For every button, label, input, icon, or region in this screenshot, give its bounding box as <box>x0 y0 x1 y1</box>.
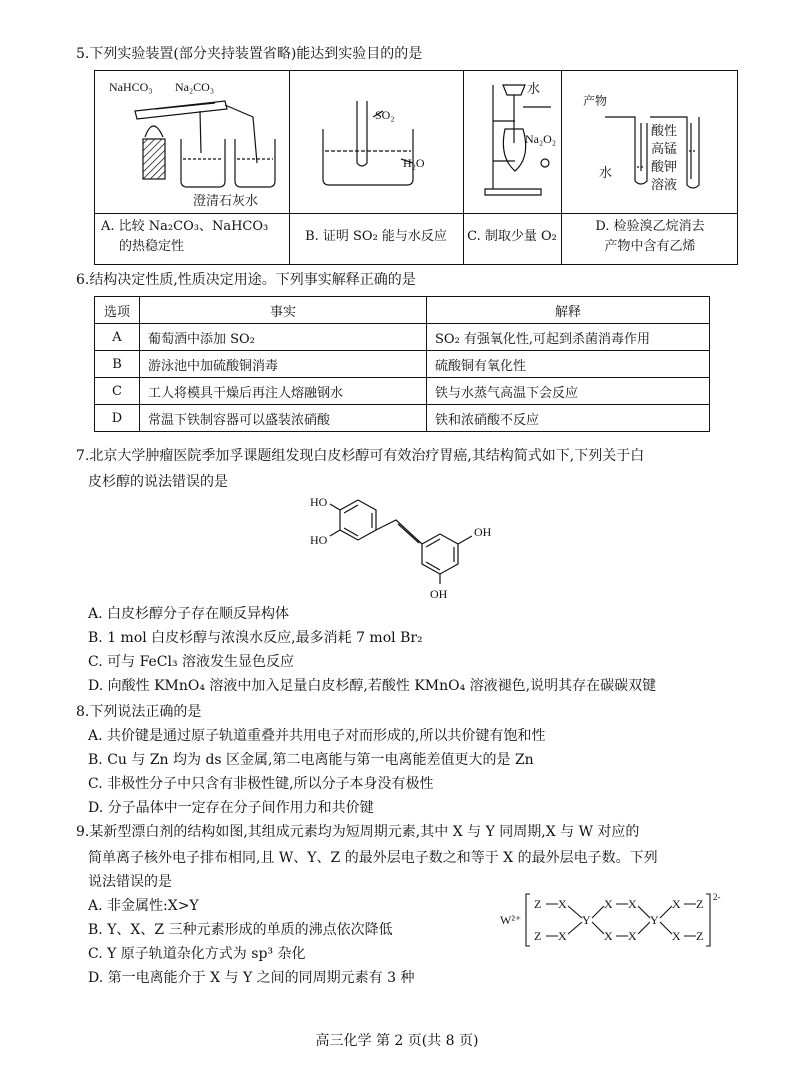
q9-option-c: C. Y 原子轨道杂化方式为 sp³ 杂化 <box>88 946 306 962</box>
label-x: X <box>672 897 681 911</box>
label-x: X <box>628 929 637 943</box>
q8-option-b: B. Cu 与 Zn 均为 ds 区金属,第二电离能与第一电离能差值更大的是 Zn <box>88 752 534 768</box>
label-z: Z <box>696 929 704 943</box>
q9-option-b: B. Y、X、Z 三种元素形成的单质的沸点依次降低 <box>88 922 393 938</box>
label-charge: 2- <box>713 892 721 902</box>
label-water: 水 <box>527 81 541 96</box>
label-x: X <box>558 897 567 911</box>
q6-table <box>94 296 710 432</box>
q9-option-a: A. 非金属性:X>Y <box>88 898 199 914</box>
q7-stem-line1: 7.北京大学肿瘤医院季加孚课题组发现白皮杉醇可有效治疗胃癌,其结构简式如下,下列关于白 <box>76 448 645 464</box>
q5-apparatus-table <box>94 70 738 265</box>
label-x: X <box>628 897 637 911</box>
label-nahco3: NaHCO₃ <box>109 80 153 94</box>
label-ho-top: HO <box>310 495 328 509</box>
label-kmno4-3: 酸钾 <box>651 159 678 174</box>
q9-stem-line1: 9.某新型漂白剂的结构如图,其组成元素均为短周期元素,其中 X 与 Y 同周期,X 与 W 对应的 <box>76 824 640 840</box>
q7-option-c: C. 可与 FeCl₃ 溶液发生显色反应 <box>88 654 295 670</box>
label-z: Z <box>696 897 704 911</box>
table-row: B 游泳池中加硫酸铜消毒 硫酸铜有氧化性 <box>95 351 710 378</box>
label-kmno4-2: 高锰 <box>651 141 678 156</box>
label-x: X <box>604 897 613 911</box>
q7-option-d: D. 向酸性 KMnO₄ 溶液中加入足量白皮杉醇,若酸性 KMnO₄ 溶液褪色,说明其存在碳碳双键 <box>88 678 657 694</box>
label-kmno4-1: 酸性 <box>651 123 678 138</box>
divider <box>95 213 737 214</box>
q6-stem: 6.结构决定性质,性质决定用途。下列事实解释正确的是 <box>76 272 416 288</box>
label-y: Y <box>582 913 591 927</box>
q5-option-c: C. 制取少量 O₂ <box>467 229 557 244</box>
q5-option-b: B. 证明 SO₂ 能与水反应 <box>305 229 447 244</box>
label-kmno4-4: 溶液 <box>651 177 678 192</box>
q9-option-d: D. 第一电离能介于 X 与 Y 之间的同周期元素有 3 种 <box>88 970 415 986</box>
label-limewater: 澄清石灰水 <box>193 193 259 208</box>
q8-option-c: C. 非极性分子中只含有非极性键,所以分子本身没有极性 <box>88 776 434 792</box>
q7-stem-line2: 皮杉醇的说法错误的是 <box>88 474 228 490</box>
q9-stem-line2: 简单离子核外电子排布相同,且 W、Y、Z 的最外层电子数之和等于 X 的最外层电子数。下列 <box>88 850 658 866</box>
label-w: W²⁺ <box>500 913 522 927</box>
label-oh-bottom: OH <box>430 587 448 600</box>
table-row: C 工人将模具干燥后再注人熔融钢水 铁与水蒸气高温下会反应 <box>95 378 710 405</box>
label-ho-bottom: HO <box>310 533 328 547</box>
table-header: 选项 事实 解释 <box>95 297 710 324</box>
q9-structure <box>500 890 736 952</box>
label-x: X <box>558 929 567 943</box>
label-h2o: H₂O <box>403 156 425 170</box>
label-na2co3: Na₂CO₃ <box>175 80 215 94</box>
q7-structure <box>300 488 520 600</box>
q8-option-a: A. 共价键是通过原子轨道重叠并共用电子对而形成的,所以共价键有饱和性 <box>88 728 546 744</box>
q9-stem-line3: 说法错误的是 <box>88 874 172 890</box>
q7-option-a: A. 白皮杉醇分子存在顺反异构体 <box>88 606 290 622</box>
table-row: D 常温下铁制容器可以盛装浓硝酸 铁和浓硝酸不反应 <box>95 405 710 432</box>
label-y: Y <box>650 913 659 927</box>
q5-stem: 5.下列实验装置(部分夹持装置省略)能达到实验目的的是 <box>76 46 423 62</box>
label-z: Z <box>534 929 542 943</box>
label-water2: 水 <box>599 165 613 180</box>
q8-stem: 8.下列说法正确的是 <box>76 704 202 720</box>
apparatus-drawings <box>95 71 737 213</box>
label-z: Z <box>534 897 542 911</box>
q7-option-b: B. 1 mol 白皮杉醇与浓溴水反应,最多消耗 7 mol Br₂ <box>88 630 423 646</box>
q5-option-a: A. 比较 Na₂CO₃、NaHCO₃ 的热稳定性 <box>101 219 269 254</box>
q8-option-d: D. 分子晶体中一定存在分子间作用力和共价键 <box>88 800 374 816</box>
label-na2o2: Na₂O₂ <box>525 132 557 146</box>
page-footer: 高三化学 第 2 页(共 8 页) <box>315 1033 479 1049</box>
label-so2: SO₂ <box>375 108 395 122</box>
label-oh-right: OH <box>474 525 492 539</box>
label-x: X <box>604 929 613 943</box>
q5-option-d: D. 检验溴乙烷消去 产物中含有乙烯 <box>595 219 705 254</box>
label-x: X <box>672 929 681 943</box>
table-row: A 葡萄酒中添加 SO₂ SO₂ 有强氧化性,可起到杀菌消毒作用 <box>95 324 710 351</box>
label-product: 产物 <box>583 94 608 108</box>
